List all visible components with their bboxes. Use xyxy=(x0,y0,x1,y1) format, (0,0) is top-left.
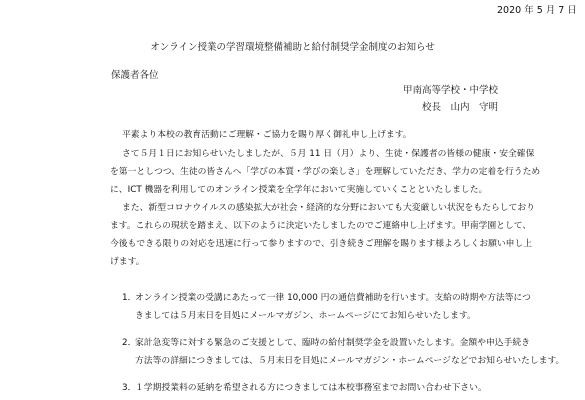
list-item xyxy=(122,294,531,303)
list-item-line-2: きましては５月末日を目処にメールマガジン、ホームページにてお知らせいたします。 xyxy=(135,311,476,321)
paragraph-online-line-1: さて５月１日にお知らせいたしましたが、５月 11 日（月）より、生徒・保護者の皆様の健康・安全確保 xyxy=(122,149,535,159)
list-item-line-1: オンライン授業の受講にあたって一律 10,000 円の通信費補助を行います。支給の時期や方法等につ xyxy=(135,293,531,303)
sender-principal: 校長 山内 守明 xyxy=(421,102,498,113)
paragraph-covid-line-4: げます。 xyxy=(110,257,145,267)
paragraph-covid-line-1: また、新型コロナウイルスの感染拡大が社会・経済的な分野においても大変厳しい状況をもたらしており xyxy=(122,203,535,213)
list-item xyxy=(122,384,487,393)
list-item-number: 1． xyxy=(122,293,137,303)
sender-school: 甲南高等学校・中学校 xyxy=(402,85,498,96)
list-item-number: 3． xyxy=(122,383,137,393)
paragraph-covid-line-2: ます。これらの現状を踏まえ、以下のように決定いたしましたのでご連絡申し上げます。甲南学園として、 xyxy=(110,221,532,231)
list-item-line-2: 方法等の詳細につきましては、５月末日を目処にメールマガジン・ホームページなどでお知らせいたします。 xyxy=(135,356,565,366)
list-item-line-1: 家計急変等に対する緊急のご支援として、臨時の給付制奨学金を設置いたします。金額や申込手続き xyxy=(135,338,530,348)
addressee: 保護者各位 xyxy=(111,70,159,81)
document-date: 2020 年 5 月 7 日 xyxy=(497,5,577,16)
list-item-line-1: １学期授業料の延納を希望される方につきましては本校事務室までお問い合わせ下さい。 xyxy=(135,383,487,393)
paragraph-online-line-2: を第一としつつ、生徒の皆さんへ「学びの本質・学びの楽しさ」を理解していただき、学力の定着を行うため xyxy=(110,167,541,177)
paragraph-covid-line-3: 今後もできる限りの対応を迅速に行って参りますので、引き続きご理解を賜ります様よろしくお願い申し上 xyxy=(110,239,533,249)
paragraph-online-line-3: に、ICT 機器を利用してのオンライン授業を全学年において実施していくことといたしました。 xyxy=(110,185,488,195)
document-title: オンライン授業の学習環境整備補助と給付制奨学金制度のお知らせ xyxy=(150,42,435,53)
list-item xyxy=(122,339,530,348)
paragraph-greeting-line: 平素より本校の教育活動にご理解・ご協力を賜り厚く御礼申し上げます。 xyxy=(122,130,412,140)
list-item-number: 2． xyxy=(122,338,137,348)
